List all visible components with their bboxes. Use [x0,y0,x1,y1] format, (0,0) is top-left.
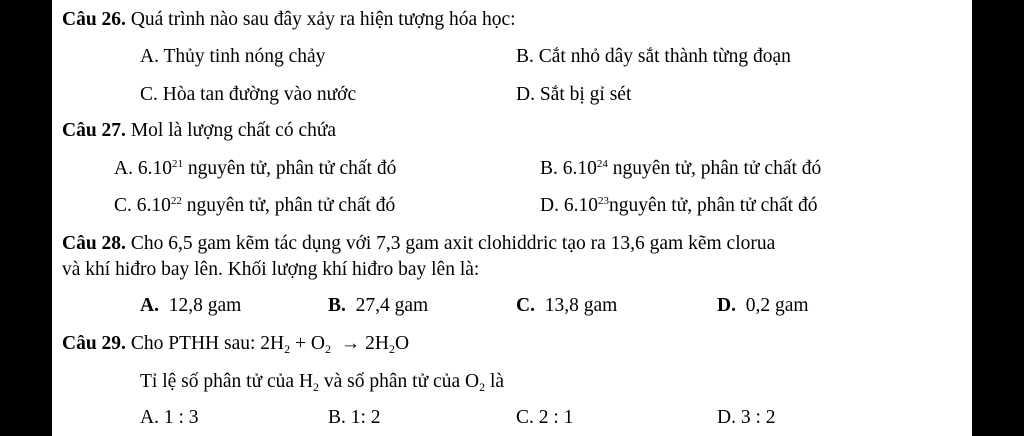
exam-page [52,0,972,436]
option-letter: B. [328,295,346,316]
question-26 [62,8,516,32]
option-value: 27,4 gam [355,295,429,316]
option-text: nguyên tử, phân tử chất đó [608,195,818,216]
option-exponent: 24 [596,158,608,170]
question-28 [62,232,775,256]
q27-option-a [114,157,396,181]
chemical-equation: $2H_2 + O_2 \to 2H_2O$ [260,333,410,356]
option-letter: C. [114,195,132,216]
option-letter: A. [140,295,159,316]
option-letter: C. [516,295,535,316]
option-base: 6.10 [137,158,172,179]
q28-option-a [140,294,241,318]
q29-option-b: B. 1: 2 [328,407,381,428]
question-text: Quá trình nào sau đây xảy ra hiện tượng hóa học: [130,9,516,30]
option-exponent: 23 [597,195,609,207]
question-29 [62,332,409,356]
option-letter: D. [717,295,736,316]
option-base: 6.10 [562,158,597,179]
option-value: 12,8 gam [168,295,242,316]
option-text: nguyên tử, phân tử chất đó [187,158,397,179]
question-28-line2: và khí hiđro bay lên. Khối lượng khí hiđro bay lên là: [62,259,480,280]
option-letter: D. [540,195,559,216]
q28-option-d [717,294,809,318]
q26-option-d: D. Sắt bị gỉ sét [516,84,632,105]
option-base: 6.10 [563,195,598,216]
q29-option-c: C. 2 : 1 [516,407,574,428]
option-text: nguyên tử, phân tử chất đó [186,195,396,216]
q27-option-d [540,194,817,218]
question-label: Câu 28. [62,233,126,254]
q26-option-a: A. Thủy tinh nóng chảy [140,46,326,67]
option-exponent: 21 [171,158,183,170]
q27-option-b [540,157,821,181]
question-text: Cho PTHH sau: [130,333,256,354]
question-label: Câu 27. [62,120,126,141]
question-label: Câu 26. [62,9,126,30]
option-exponent: 22 [170,195,182,207]
option-letter: A. [114,158,133,179]
option-value: 0,2 gam [745,295,809,316]
q27-option-c [114,194,395,218]
q28-option-b [328,294,428,318]
q29-option-d: D. 3 : 2 [717,407,776,428]
q26-option-c: C. Hòa tan đường vào nước [140,84,357,105]
question-29-ratio: Tỉ lệ số phân tử của $H_2$ và số phân tử của $O_2$ là [140,371,505,394]
question-label: Câu 29. [62,333,126,354]
option-value: 13,8 gam [544,295,618,316]
option-text: nguyên tử, phân tử chất đó [612,158,822,179]
q26-option-b: B. Cắt nhỏ dây sắt thành từng đoạn [516,46,791,67]
q28-option-c [516,294,617,318]
option-letter: B. [540,158,558,179]
question-27 [62,119,336,143]
option-base: 6.10 [136,195,171,216]
question-text-line1: Cho 6,5 gam kẽm tác dụng với 7,3 gam axit clohiddric tạo ra 13,6 gam kẽm clorua [130,233,776,254]
question-text: Mol là lượng chất có chứa [130,120,337,141]
q29-option-a: A. 1 : 3 [140,407,199,428]
